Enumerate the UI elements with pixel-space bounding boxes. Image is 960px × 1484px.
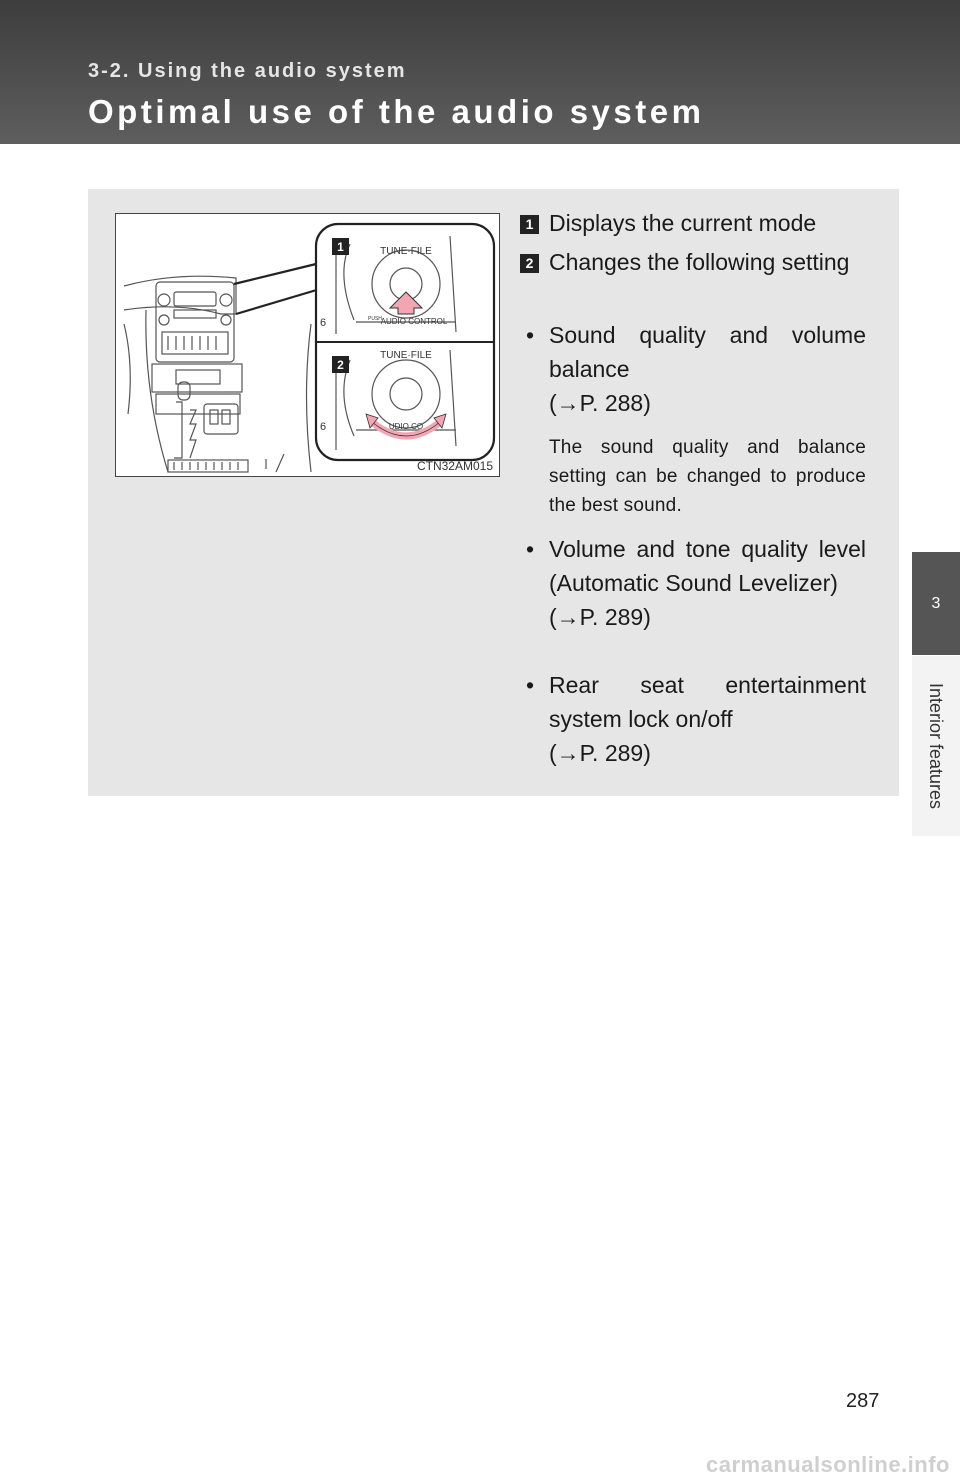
edge-digit-2: 6	[320, 421, 327, 433]
watermark: carmanualsonline.info	[706, 1452, 950, 1477]
sub-item-3-text: Rear seat entertainment system lock on/off	[549, 672, 866, 732]
item-badge-2: 2	[520, 254, 539, 273]
dashboard-drawing	[116, 214, 501, 478]
audio-control-partial-label: UDIO CO	[388, 422, 424, 431]
page-header	[0, 0, 960, 144]
bullet: •	[526, 672, 535, 698]
edge-digit-1: 6	[320, 317, 327, 329]
sub-item-2-text: Volume and tone quality level (Automatic Sound Levelizer)	[549, 536, 866, 596]
sub-item-1-ref[interactable]: (→P. 288)	[549, 390, 651, 416]
push-label: PUSH	[368, 316, 382, 322]
sub-item-2-ref[interactable]: (→P. 289)	[549, 604, 651, 630]
chapter-tab-label: Interior features	[926, 682, 946, 810]
dashboard-illustration	[115, 213, 500, 477]
knob-label-1: TUNE·FILE	[380, 246, 432, 257]
item-1-text: Displays the current mode	[549, 210, 817, 236]
bullet: •	[526, 536, 535, 562]
item-2-text: Changes the following setting	[549, 249, 850, 275]
note-text: The sound quality and balance setting can be changed to produce the best sound.	[549, 437, 866, 516]
sub-item-1-text: Sound quality and volume balance	[549, 322, 866, 382]
callout-1-text: 1	[337, 240, 344, 254]
callout-2-text: 2	[337, 358, 344, 372]
sub-item-3-ref[interactable]: (→P. 289)	[549, 740, 651, 766]
chapter-tab-number[interactable]: 3	[912, 552, 960, 655]
page-number: 287	[846, 1390, 880, 1412]
section-label: 3-2. Using the audio system	[88, 60, 407, 82]
bullet: •	[526, 322, 535, 348]
page-title: Optimal use of the audio system	[88, 93, 705, 130]
knob-label-2: TUNE·FILE	[380, 350, 432, 361]
audio-control-label: AUDIO CONTROL	[380, 317, 448, 326]
figure-id: CTN32AM015	[416, 459, 493, 473]
item-badge-1: 1	[520, 215, 539, 234]
